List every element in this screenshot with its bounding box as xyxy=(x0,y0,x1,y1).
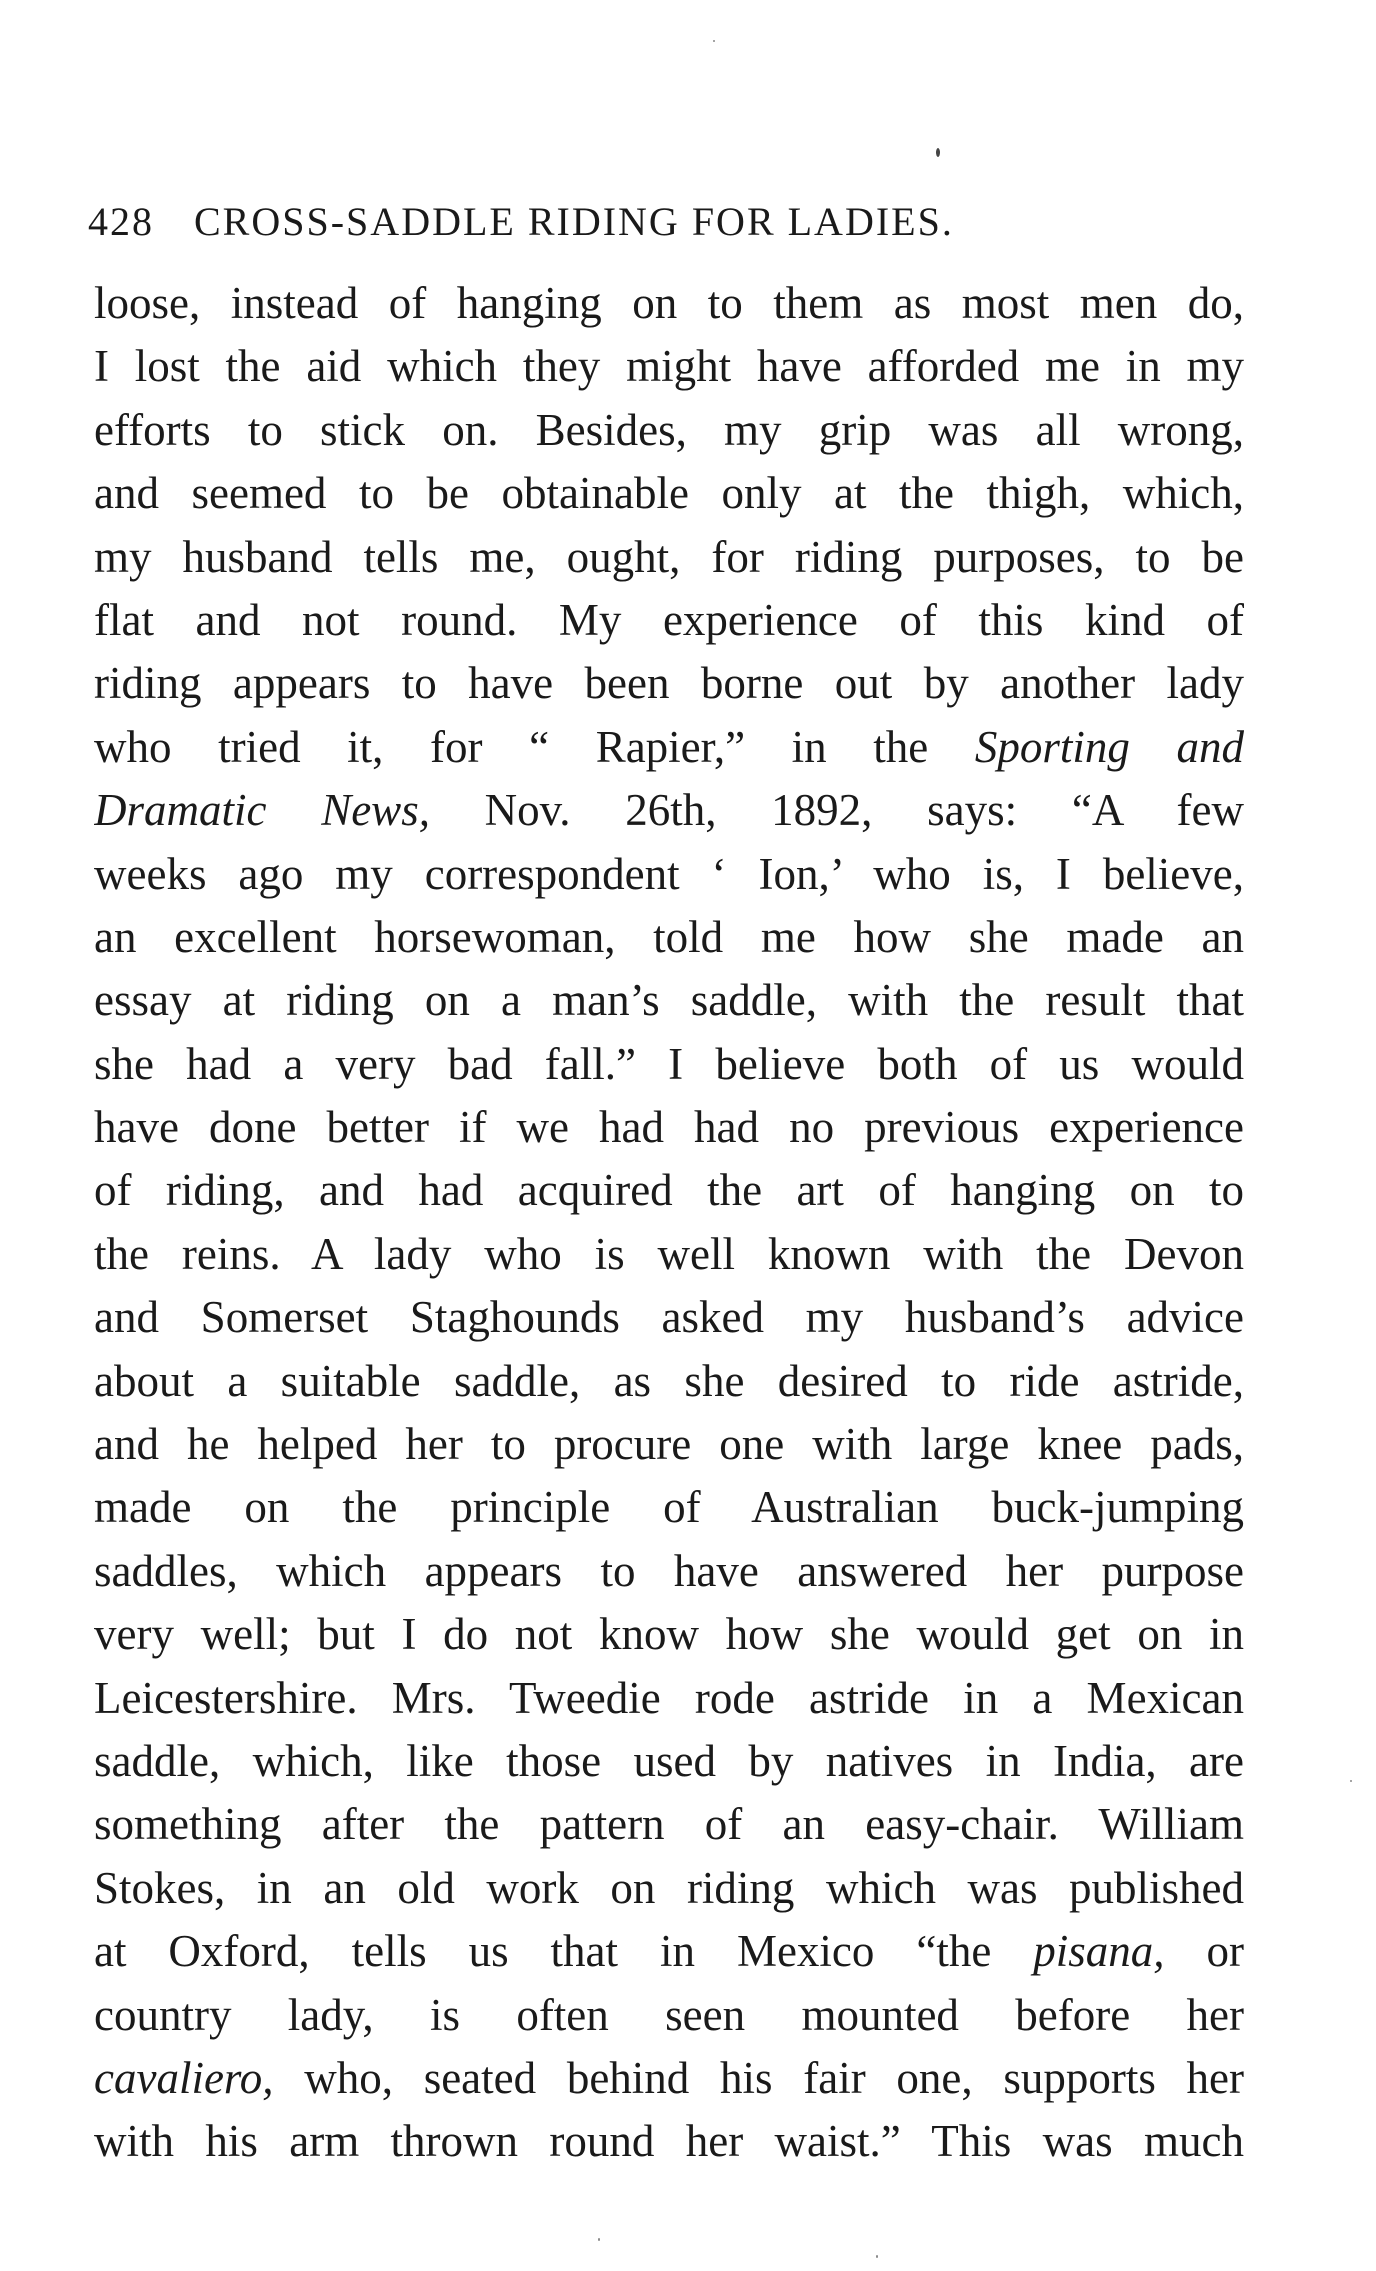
text-run: something after the pattern of an easy-chair. William xyxy=(94,1799,1244,1850)
text-run: and he helped her to procure one with large knee pads, xyxy=(94,1419,1244,1470)
text-line xyxy=(94,1603,1244,1666)
text-run: made on the principle of Australian buck-jumping xyxy=(94,1482,1244,1533)
text-line xyxy=(94,1793,1244,1856)
page-number: 428 xyxy=(88,199,154,244)
text-line xyxy=(94,1286,1244,1349)
text-line xyxy=(94,1730,1244,1793)
text-line xyxy=(94,2047,1244,2110)
text-line xyxy=(94,1984,1244,2047)
text-run: an excellent horsewoman, told me how she made an xyxy=(94,911,1244,962)
italic-text: Dramatic News, xyxy=(94,785,430,836)
body-text xyxy=(94,272,1244,2174)
text-run: I lost the aid which they might have afforded me in my xyxy=(94,341,1244,392)
text-run: who, seated behind his fair one, supports her xyxy=(273,2052,1244,2103)
text-line xyxy=(94,652,1244,715)
ink-speck xyxy=(936,148,940,157)
running-title: CROSS-SADDLE RIDING FOR LADIES. xyxy=(194,199,954,244)
text-run: very well; but I do not know how she would get on in xyxy=(94,1609,1244,1660)
text-run: she had a very bad fall.” I believe both of us would xyxy=(94,1038,1244,1089)
ink-speck xyxy=(1350,1780,1352,1782)
text-line xyxy=(94,843,1244,906)
text-run: country lady, is often seen mounted before her xyxy=(94,1989,1244,2040)
text-line xyxy=(94,2110,1244,2173)
text-line xyxy=(94,1350,1244,1413)
text-line xyxy=(94,1096,1244,1159)
ink-speck xyxy=(876,2255,878,2258)
text-run: have done better if we had had no previous experience xyxy=(94,1102,1244,1153)
text-run: my husband tells me, ought, for riding purposes, to be xyxy=(94,531,1244,582)
text-line xyxy=(94,272,1244,335)
text-line xyxy=(94,1159,1244,1222)
text-line xyxy=(94,1540,1244,1603)
text-line xyxy=(94,779,1244,842)
text-run: saddles, which appears to have answered her purpose xyxy=(94,1545,1244,1596)
text-line xyxy=(94,335,1244,398)
text-run: at Oxford, tells us that in Mexico “the xyxy=(94,1926,1034,1977)
text-line xyxy=(94,399,1244,462)
text-line xyxy=(94,1476,1244,1539)
text-run: Stokes, in an old work on riding which was published xyxy=(94,1862,1244,1913)
text-run: about a suitable saddle, as she desired to ride astride, xyxy=(94,1355,1244,1406)
ink-speck xyxy=(598,2238,600,2241)
ink-speck xyxy=(713,40,715,42)
text-line xyxy=(94,1667,1244,1730)
text-run: flat and not round. My experience of this kind of xyxy=(94,594,1244,645)
text-line xyxy=(94,589,1244,652)
text-run: essay at riding on a man’s saddle, with the result that xyxy=(94,975,1244,1026)
text-run: Nov. 26th, 1892, says: “A few xyxy=(429,785,1244,836)
text-run: loose, instead of hanging on to them as most men do, xyxy=(94,278,1244,328)
text-run: who tried it, for “ Rapier,” in the xyxy=(94,721,975,772)
text-run: Leicestershire. Mrs. Tweedie rode astride in a Mexican xyxy=(94,1672,1244,1723)
italic-text: Sporting and xyxy=(974,721,1244,772)
running-header xyxy=(88,192,1268,252)
text-line xyxy=(94,1413,1244,1476)
text-run: efforts to stick on. Besides, my grip was all wrong, xyxy=(94,404,1244,455)
text-line xyxy=(94,526,1244,589)
text-run: and seemed to be obtainable only at the thigh, which, xyxy=(94,468,1244,519)
text-run: weeks ago my correspondent ‘ Ion,’ who is, I believe, xyxy=(94,848,1244,899)
text-line xyxy=(94,1857,1244,1920)
text-run: riding appears to have been borne out by another lady xyxy=(94,658,1244,709)
italic-text: cavaliero, xyxy=(94,2052,274,2103)
text-line xyxy=(94,969,1244,1032)
text-line xyxy=(94,716,1244,779)
text-line xyxy=(94,1920,1244,1983)
text-run: and Somerset Staghounds asked my husband’s advice xyxy=(94,1292,1244,1343)
text-line xyxy=(94,1223,1244,1286)
text-run: of riding, and had acquired the art of hanging on to xyxy=(94,1165,1244,1216)
italic-text: pisana, xyxy=(1033,1926,1165,1977)
text-run: the reins. A lady who is well known with the Devon xyxy=(94,1228,1244,1279)
text-line xyxy=(94,462,1244,525)
text-run: with his arm thrown round her waist.” This was much xyxy=(94,2116,1244,2167)
text-line xyxy=(94,906,1244,969)
text-line xyxy=(94,1033,1244,1096)
text-run: or xyxy=(1164,1926,1244,1977)
text-run: saddle, which, like those used by natives in India, are xyxy=(94,1735,1244,1786)
